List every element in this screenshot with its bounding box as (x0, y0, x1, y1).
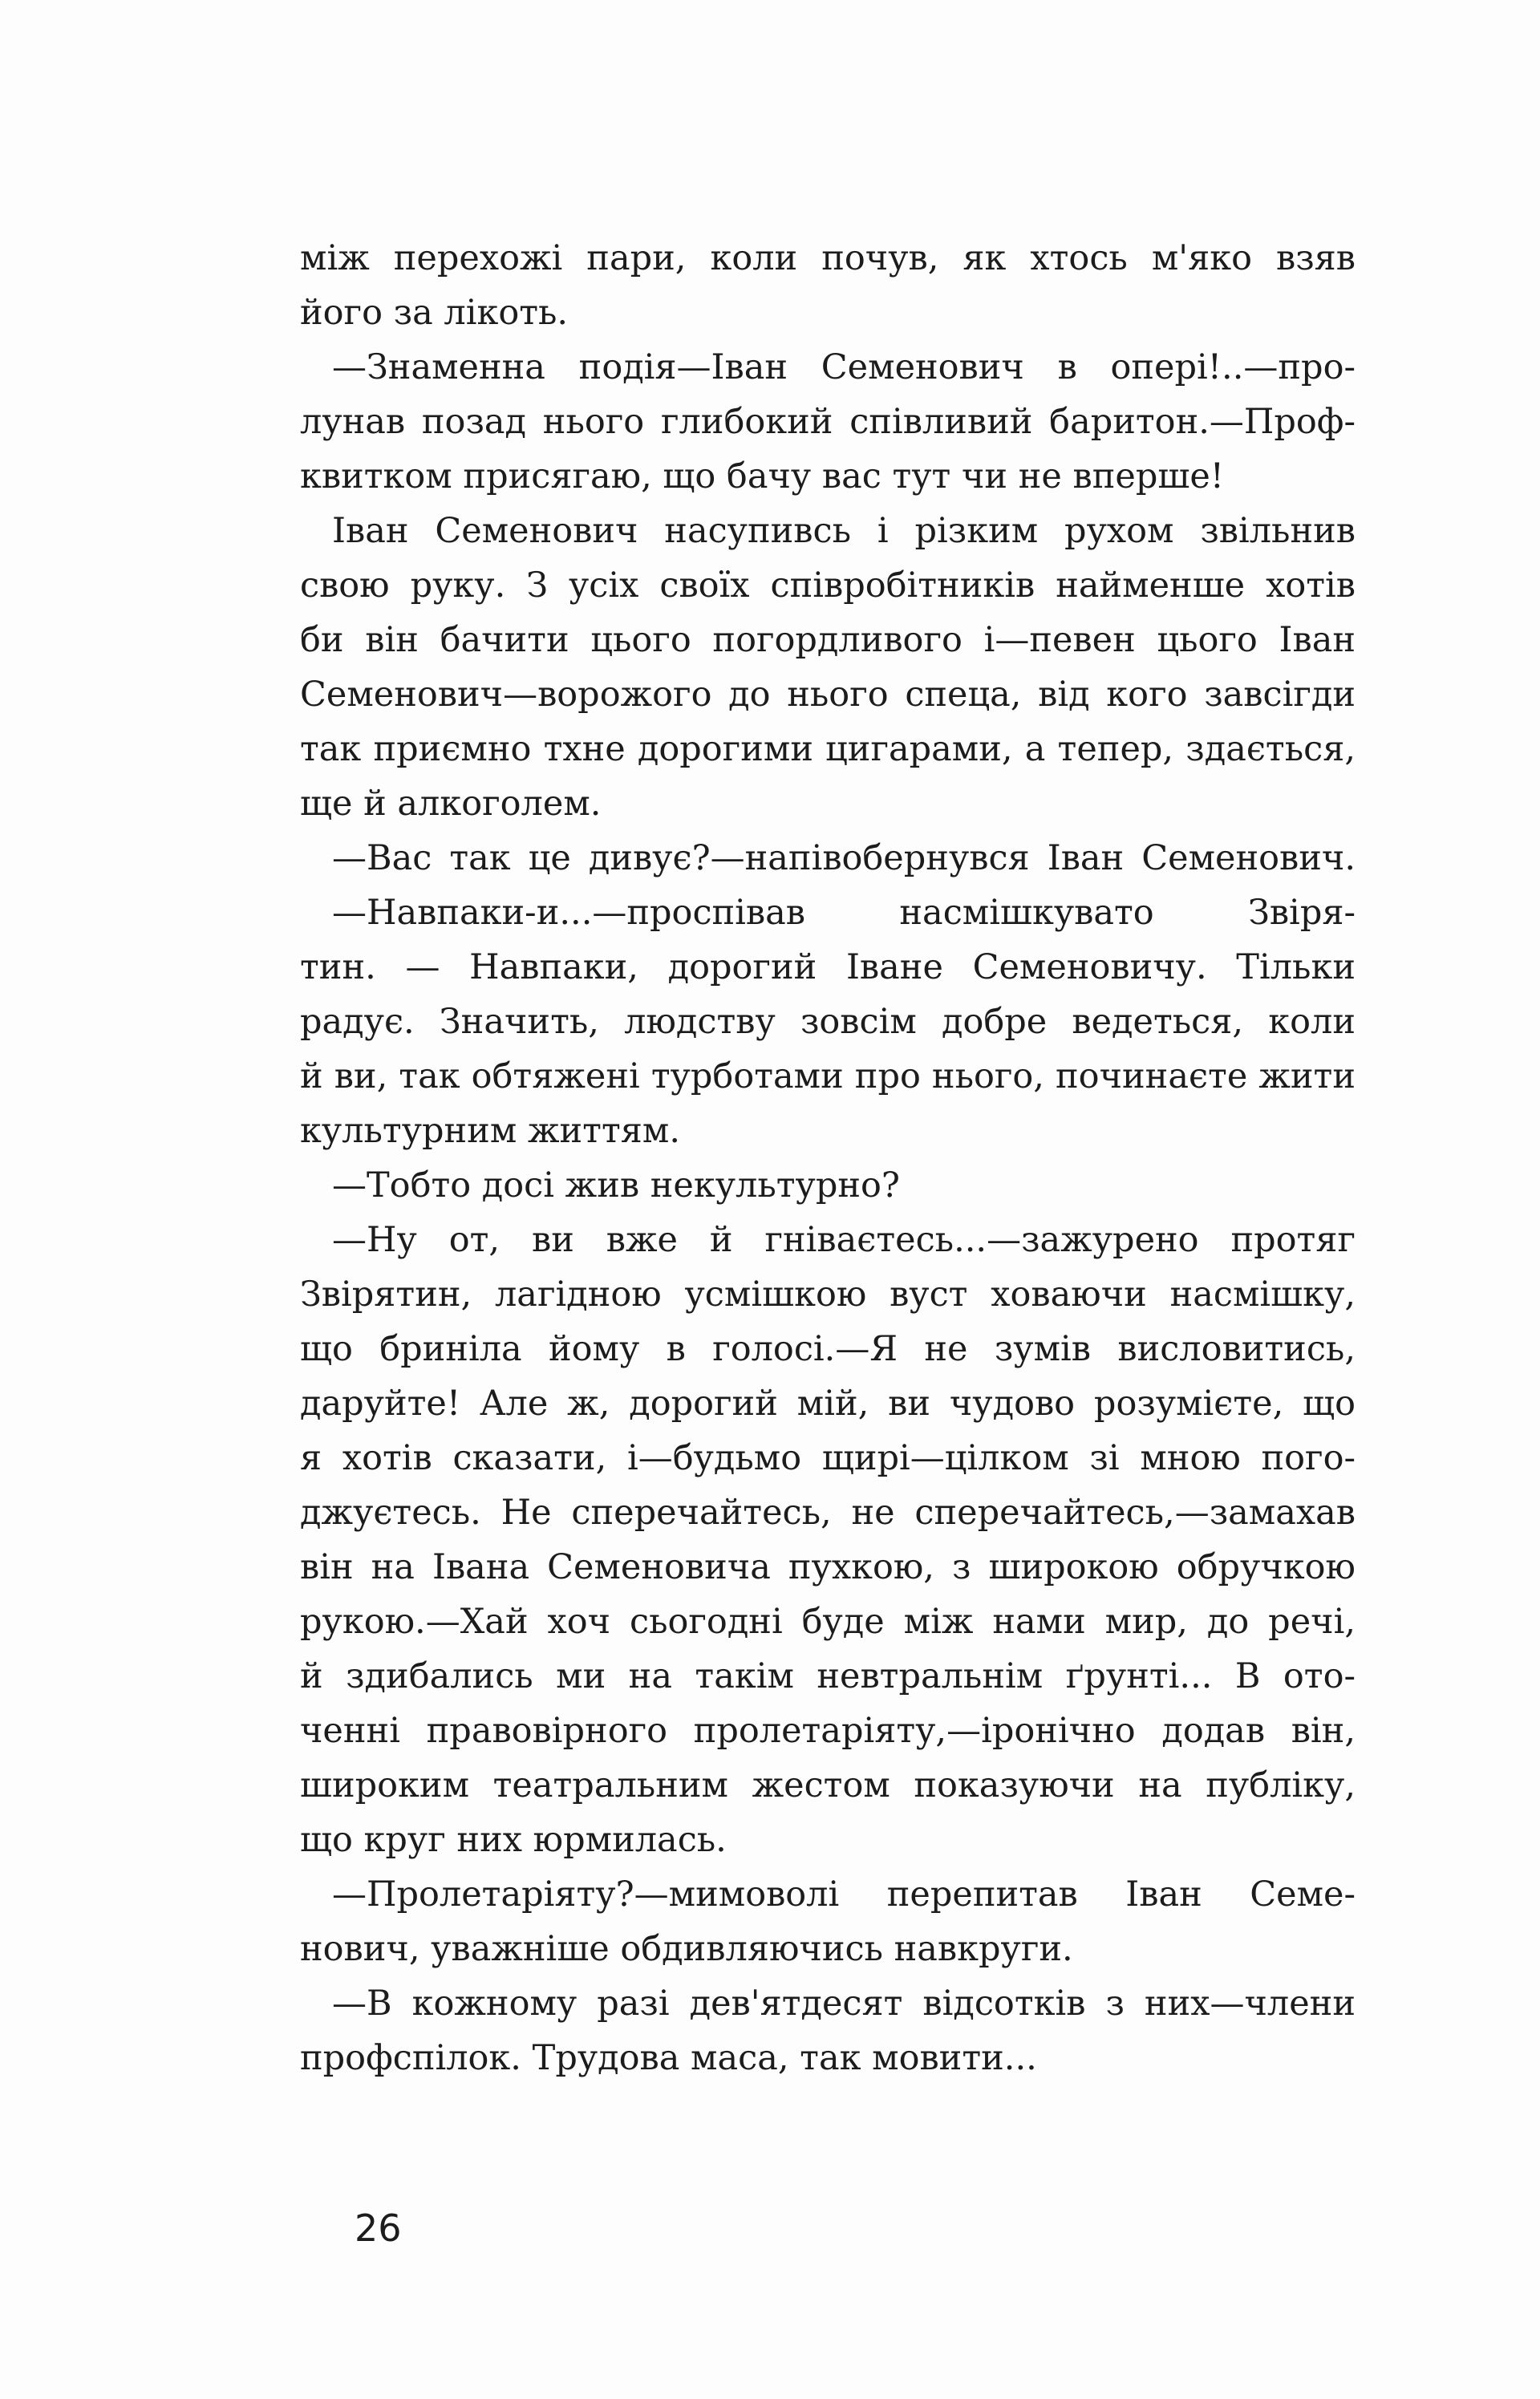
text-line-24: джуєтесь. Не сперечайтесь, не сперечайтесь,—замахав (300, 1493, 1356, 1533)
text-line-1: між перехожі пари, коли почув, як хтось м'яко взяв (300, 238, 1356, 278)
text-line-8: би він бачити цього погордливого і—певен цього Іван (300, 620, 1356, 660)
text-line-5: квитком присягаю, що бачу вас тут чи не вперше! (300, 456, 1225, 496)
page-number: 26 (355, 2207, 402, 2250)
text-line-23: я хотів сказати, і—будьмо щирі—цілком зі мною пого- (300, 1438, 1356, 1478)
text-line-2: його за лікоть. (300, 293, 569, 333)
text-line-14: тин. — Навпаки, дорогий Іване Семеновичу. Тільки (300, 947, 1356, 987)
body-text (300, 231, 1356, 2085)
text-line-29: широким театральним жестом показуючи на публіку, (300, 1765, 1356, 1805)
text-line-18: —Тобто досі жив некультурно? (332, 1165, 900, 1206)
text-line-11: ще й алкоголем. (300, 784, 602, 824)
text-line-16: й ви, так обтяжені турботами про нього, починаєте жити (300, 1056, 1356, 1096)
text-line-15: радує. Значить, людству зовсім добре ведеться, коли (300, 1002, 1356, 1042)
text-line-21: що бриніла йому в голосі.—Я не зумів висловитись, (300, 1329, 1356, 1369)
text-line-27: й здибались ми на такім невтральнім ґрунті... В ото- (300, 1656, 1356, 1696)
text-line-10: так приємно тхне дорогими цигарами, а тепер, здається, (300, 729, 1356, 769)
text-line-13: —Навпаки-и...—проспівав насмішкувато Звіря- (332, 893, 1356, 933)
text-line-17: культурним життям. (300, 1111, 680, 1151)
text-line-22: даруйте! Але ж, дорогий мій, ви чудово розумієте, що (300, 1384, 1356, 1424)
text-line-33: —В кожному разі дев'ятдесят відсотків з них—члени (332, 1984, 1356, 2024)
text-line-19: —Ну от, ви вже й гніваєтесь...—зажурено протяг (332, 1220, 1356, 1260)
text-line-28: ченні правовірного пролетаріяту,—іронічно додав він, (300, 1711, 1356, 1751)
text-line-26: рукою.—Хай хоч сьогодні буде між нами мир, до речі, (300, 1602, 1356, 1642)
text-line-12: —Вас так це дивує?—напівобернувся Іван Семенович. (332, 838, 1356, 878)
text-line-3: —Знаменна подія—Іван Семенович в опері!..—про- (332, 347, 1356, 387)
text-line-32: нович, уважніше обдивляючись навкруги. (300, 1929, 1073, 1969)
text-line-25: він на Івана Семеновича пухкою, з широкою обручкою (300, 1547, 1356, 1587)
text-line-7: свою руку. З усіх своїх співробітників найменше хотів (300, 565, 1356, 606)
text-line-31: —Пролетаріяту?—мимоволі перепитав Іван Семе- (332, 1874, 1356, 1915)
text-line-6: Іван Семенович насупивсь і різким рухом звільнив (332, 511, 1356, 551)
text-line-34: профспілок. Трудова маса, так мовити... (300, 2038, 1037, 2078)
text-line-30: що круг них юрмилась. (300, 1820, 727, 1860)
text-line-9: Семенович—ворожого до нього спеца, від кого завсігди (300, 675, 1356, 715)
text-line-4: лунав позад нього глибокий співливий баритон.—Проф- (300, 402, 1356, 442)
text-line-20: Звірятин, лагідною усмішкою вуст ховаючи насмішку, (300, 1274, 1356, 1315)
